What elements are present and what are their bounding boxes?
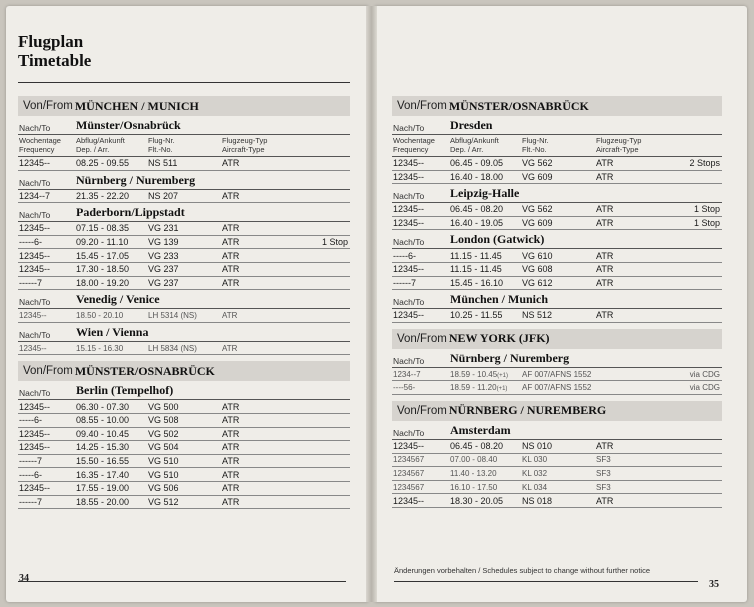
left-footer-rule xyxy=(18,581,346,582)
destination-header xyxy=(392,351,722,368)
time-cell xyxy=(450,469,522,478)
flight-number-cell: VG 139 xyxy=(148,237,179,248)
column-header-line: Flug-Nr. xyxy=(522,136,549,145)
frequency-cell: ------7 xyxy=(393,277,416,288)
time-value: 18.55 - 20.00 xyxy=(76,496,130,507)
flight-number-cell: VG 237 xyxy=(148,277,179,288)
time-cell xyxy=(76,483,148,493)
column-header-line: Flt.-No. xyxy=(522,145,547,154)
aircraft-type-cell: ATR xyxy=(222,401,240,412)
column-header-line: Flugzeug-Typ xyxy=(222,136,268,145)
column-header-line: Flt.-No. xyxy=(148,145,173,154)
nachto-label: Nach/To xyxy=(393,237,425,248)
flight-number-cell: VG 609 xyxy=(522,218,553,229)
note-cell: 1 Stop xyxy=(693,218,720,229)
nachto-label: Nach/To xyxy=(393,191,425,202)
table-row xyxy=(18,309,350,323)
time-value: 06.45 - 08.20 xyxy=(450,441,504,452)
time-cell xyxy=(76,456,148,466)
aircraft-type-cell: ATR xyxy=(222,343,238,353)
aircraft-type-cell: ATR xyxy=(596,158,614,169)
table-row xyxy=(18,414,350,428)
table-row xyxy=(18,236,350,250)
column-header-line: Abflug/Ankunft xyxy=(450,136,499,145)
note-cell: 1 Stop xyxy=(693,204,720,215)
time-cell xyxy=(76,251,148,261)
nachto-label: Nach/To xyxy=(19,297,51,308)
note-cell: 1 Stop xyxy=(321,237,348,248)
frequency-cell: -----6- xyxy=(19,237,42,248)
table-row xyxy=(392,494,722,508)
nachto-label: Nach/To xyxy=(393,355,425,366)
flight-number-cell: KL 030 xyxy=(522,455,548,465)
time-cell xyxy=(450,218,522,228)
time-cell xyxy=(76,415,148,425)
note-cell: via CDG xyxy=(689,383,720,393)
aircraft-type-cell: ATR xyxy=(596,171,614,182)
frequency-cell: 1234--7 xyxy=(393,369,421,379)
column-header-flt xyxy=(522,136,596,154)
next-day-marker: (+1) xyxy=(497,372,508,379)
section-origin: MÜNSTER/OSNABRÜCK xyxy=(448,98,589,113)
aircraft-type-cell: ATR xyxy=(222,237,240,248)
frequency-cell: 12345-- xyxy=(19,223,51,234)
time-cell xyxy=(450,441,522,451)
time-value: 08.55 - 10.00 xyxy=(76,415,130,426)
time-value: 18.00 - 19.20 xyxy=(76,277,130,288)
table-row xyxy=(18,190,350,204)
time-cell xyxy=(76,223,148,233)
nachto-label: Nach/To xyxy=(19,210,51,221)
time-cell xyxy=(450,204,522,214)
time-value: 11.15 - 11.45 xyxy=(450,250,502,261)
flight-number-cell: NS 018 xyxy=(522,495,553,506)
frequency-cell: 12345-- xyxy=(19,428,51,439)
destination-header xyxy=(18,325,350,342)
table-row xyxy=(18,249,350,263)
time-cell xyxy=(76,278,148,288)
nachto-label: Nach/To xyxy=(19,123,51,133)
column-header-line: Abflug/Ankunft xyxy=(76,136,125,145)
aircraft-type-cell: ATR xyxy=(596,310,614,321)
time-cell xyxy=(450,370,522,379)
section-vonfrom-label: Von/From xyxy=(397,332,447,345)
destination-name: Münster/Osnabrück xyxy=(76,118,181,132)
frequency-cell: 12345-- xyxy=(393,441,425,452)
frequency-cell: 1234567 xyxy=(393,455,425,465)
table-row xyxy=(392,381,722,395)
flight-number-cell: VG 510 xyxy=(148,469,179,480)
aircraft-type-cell: ATR xyxy=(222,428,240,439)
table-row xyxy=(18,400,350,414)
frequency-cell: 12345-- xyxy=(19,250,51,261)
time-value: 06.30 - 07.30 xyxy=(76,401,130,412)
time-cell xyxy=(450,278,522,288)
nachto-label: Nach/To xyxy=(19,388,51,399)
aircraft-type-cell: ATR xyxy=(222,456,240,467)
flight-number-cell: AF 007/AFNS 1552 xyxy=(522,383,592,393)
right-timetable xyxy=(392,90,722,508)
time-cell xyxy=(76,429,148,439)
time-cell xyxy=(76,402,148,412)
aircraft-type-cell: ATR xyxy=(596,277,614,288)
table-row xyxy=(392,217,722,231)
frequency-cell: -----6- xyxy=(19,415,42,426)
destination-name: Berlin (Tempelhof) xyxy=(76,383,174,398)
column-header-line: Frequency xyxy=(19,145,55,154)
aircraft-type-cell: ATR xyxy=(222,264,240,275)
section-header xyxy=(392,401,722,421)
section-header xyxy=(392,329,722,349)
column-header-flt xyxy=(148,136,222,154)
footnote: Änderungen vorbehalten / Schedules subject to change without further notice xyxy=(394,566,651,575)
destination-name: Venedig / Venice xyxy=(76,292,160,307)
time-cell xyxy=(76,470,148,480)
section-origin: NÜRNBERG / NUREMBERG xyxy=(448,403,607,418)
aircraft-type-cell: ATR xyxy=(222,277,240,288)
table-row xyxy=(18,263,350,277)
book-gutter xyxy=(366,6,377,602)
aircraft-type-cell: SF3 xyxy=(596,468,611,478)
time-value: 06.45 - 08.20 xyxy=(450,204,504,215)
page-number-right: 35 xyxy=(709,579,719,590)
aircraft-type-cell: ATR xyxy=(222,223,240,234)
section-vonfrom-label: Von/From xyxy=(397,404,447,417)
note-cell: 2 Stops xyxy=(689,158,720,169)
time-value: 16.10 - 17.50 xyxy=(450,482,498,492)
flight-number-cell: VG 237 xyxy=(148,264,179,275)
nachto-label: Nach/To xyxy=(19,329,51,340)
time-value: 18.59 - 11.20 xyxy=(450,383,497,393)
flight-number-cell: LH 5314 (NS) xyxy=(148,310,197,320)
frequency-cell: 12345-- xyxy=(19,343,47,353)
frequency-cell: ------7 xyxy=(19,496,42,507)
column-header-line: Wochentage xyxy=(393,136,435,145)
time-value: 10.25 - 11.55 xyxy=(450,310,503,321)
destination-name: München / Munich xyxy=(450,292,549,307)
time-value: 15.50 - 16.55 xyxy=(76,456,130,467)
time-value: 07.15 - 08.35 xyxy=(76,223,130,234)
time-value: 18.59 - 10.45 xyxy=(450,369,498,379)
nachto-label: Nach/To xyxy=(393,123,425,133)
flight-number-cell: VG 608 xyxy=(522,264,553,275)
aircraft-type-cell: ATR xyxy=(222,469,240,480)
aircraft-type-cell: ATR xyxy=(596,218,614,229)
frequency-cell: 1234--7 xyxy=(19,190,51,201)
table-row xyxy=(392,368,722,382)
column-header-line: Dep. / Arr. xyxy=(450,145,484,154)
time-cell xyxy=(76,497,148,507)
table-row xyxy=(392,309,722,323)
title-line-2: Timetable xyxy=(18,51,92,70)
frequency-cell: 12345-- xyxy=(393,495,425,506)
time-value: 18.50 - 20.10 xyxy=(76,310,124,320)
destination-name: Dresden xyxy=(450,118,493,132)
time-value: 18.30 - 20.05 xyxy=(450,495,504,506)
time-value: 21.35 - 22.20 xyxy=(76,190,130,201)
page-number-left: 34 xyxy=(19,573,29,584)
time-value: 16.40 - 19.05 xyxy=(450,218,504,229)
section-origin: NEW YORK (JFK) xyxy=(448,331,550,346)
time-cell xyxy=(450,455,522,464)
section-vonfrom-label: Von/From xyxy=(23,100,73,112)
column-headers xyxy=(18,135,350,157)
aircraft-type-cell: SF3 xyxy=(596,455,611,465)
frequency-cell: 12345-- xyxy=(19,401,51,412)
time-cell xyxy=(76,311,148,320)
destination-name: Nürnberg / Nuremberg xyxy=(76,172,196,187)
time-value: 15.45 - 16.10 xyxy=(450,277,504,288)
aircraft-type-cell: SF3 xyxy=(596,482,611,492)
table-row xyxy=(392,467,722,481)
column-headers xyxy=(392,135,722,157)
time-cell xyxy=(450,496,522,506)
flight-number-cell: KL 032 xyxy=(522,468,548,478)
time-value: 15.15 - 16.30 xyxy=(76,343,124,353)
column-header-ac xyxy=(596,136,686,154)
flight-number-cell: VG 562 xyxy=(522,158,553,169)
section-header xyxy=(18,361,350,381)
time-cell xyxy=(450,483,522,492)
frequency-cell: ------7 xyxy=(19,456,42,467)
table-row xyxy=(392,249,722,263)
time-value: 08.25 - 09.55 xyxy=(76,158,130,169)
flight-number-cell: NS 511 xyxy=(148,158,178,169)
frequency-cell: -----6- xyxy=(19,469,42,480)
aircraft-type-cell: ATR xyxy=(222,415,240,426)
title-rule xyxy=(18,82,350,83)
flight-number-cell: VG 502 xyxy=(148,428,179,439)
flight-number-cell: VG 506 xyxy=(148,483,179,494)
flight-number-cell: VG 512 xyxy=(148,496,179,507)
time-value: 14.25 - 15.30 xyxy=(76,442,130,453)
column-header-ac xyxy=(222,136,312,154)
aircraft-type-cell: ATR xyxy=(222,190,240,201)
column-header-line: Aircraft-Type xyxy=(596,145,639,154)
next-day-marker: (+1) xyxy=(496,386,508,393)
aircraft-type-cell: ATR xyxy=(222,483,240,494)
aircraft-type-cell: ATR xyxy=(222,250,240,261)
table-row xyxy=(392,203,722,217)
time-value: 15.45 - 17.05 xyxy=(76,250,130,261)
flight-number-cell: VG 612 xyxy=(522,277,553,288)
frequency-cell: 12345-- xyxy=(393,158,425,169)
section-vonfrom-label: Von/From xyxy=(397,100,447,112)
flight-number-cell: LH 5834 (NS) xyxy=(148,343,197,353)
table-row xyxy=(18,455,350,469)
table-row xyxy=(392,481,722,495)
note-cell: via CDG xyxy=(689,369,720,379)
time-cell xyxy=(76,237,148,247)
destination-header xyxy=(392,292,722,309)
table-row xyxy=(18,482,350,496)
destination-name: Leipzig-Halle xyxy=(450,186,520,201)
frequency-cell: ------7 xyxy=(19,277,42,288)
time-value: 16.40 - 18.00 xyxy=(450,171,504,182)
frequency-cell: 12345-- xyxy=(19,264,51,275)
frequency-cell: 1234567 xyxy=(393,468,425,478)
flight-number-cell: AF 007/AFNS 1552 xyxy=(522,369,592,379)
frequency-cell: 12345-- xyxy=(393,171,425,182)
destination-header xyxy=(392,118,722,135)
nachto-label: Nach/To xyxy=(393,427,425,438)
time-cell xyxy=(76,191,148,201)
time-cell xyxy=(450,158,522,168)
flight-number-cell: KL 034 xyxy=(522,482,548,492)
table-row xyxy=(392,263,722,277)
table-row xyxy=(18,157,350,171)
time-value: 09.40 - 10.45 xyxy=(76,428,130,439)
frequency-cell: 12345-- xyxy=(393,204,425,215)
time-cell xyxy=(450,264,522,274)
page-title xyxy=(18,32,91,70)
time-value: 07.00 - 08.40 xyxy=(450,455,498,465)
frequency-cell: -----6- xyxy=(393,250,416,261)
destination-name: Amsterdam xyxy=(450,422,511,437)
table-row xyxy=(18,468,350,482)
time-cell xyxy=(76,442,148,452)
destination-header xyxy=(18,383,350,400)
flight-number-cell: VG 508 xyxy=(148,415,179,426)
section-header xyxy=(392,96,722,116)
time-cell xyxy=(450,172,522,182)
aircraft-type-cell: ATR xyxy=(222,442,240,453)
destination-header xyxy=(392,423,722,440)
time-value: 06.45 - 09.05 xyxy=(450,158,504,169)
time-cell xyxy=(450,310,522,320)
column-header-time xyxy=(76,136,148,154)
title-line-1: Flugplan xyxy=(18,32,84,51)
frequency-cell: 12345-- xyxy=(393,264,425,275)
frequency-cell: ----56- xyxy=(393,383,416,393)
column-header-freq xyxy=(392,136,450,154)
time-value: 11.15 - 11.45 xyxy=(450,264,502,275)
frequency-cell: 12345-- xyxy=(19,158,51,169)
flight-number-cell: VG 231 xyxy=(148,223,179,234)
table-row xyxy=(18,496,350,510)
table-row xyxy=(392,454,722,468)
aircraft-type-cell: ATR xyxy=(596,204,614,215)
table-row xyxy=(392,171,722,185)
column-header-freq xyxy=(18,136,76,154)
table-row xyxy=(18,277,350,291)
time-cell xyxy=(76,264,148,274)
table-row xyxy=(392,277,722,291)
column-header-line: Dep. / Arr. xyxy=(76,145,110,154)
aircraft-type-cell: ATR xyxy=(222,158,240,169)
aircraft-type-cell: ATR xyxy=(222,310,238,320)
destination-header xyxy=(392,186,722,203)
time-cell xyxy=(450,251,522,261)
column-header-line: Flug-Nr. xyxy=(148,136,175,145)
table-row xyxy=(392,157,722,171)
left-timetable xyxy=(18,90,350,509)
table-row xyxy=(18,342,350,356)
aircraft-type-cell: ATR xyxy=(596,250,614,261)
aircraft-type-cell: ATR xyxy=(596,495,614,506)
flight-number-cell: VG 609 xyxy=(522,171,553,182)
flight-number-cell: VG 233 xyxy=(148,250,179,261)
column-header-line: Flugzeug-Typ xyxy=(596,136,642,145)
table-row xyxy=(392,440,722,454)
time-value: 16.35 - 17.40 xyxy=(76,469,130,480)
time-value: 17.55 - 19.00 xyxy=(76,483,130,494)
column-header-line: Wochentage xyxy=(19,136,61,145)
flight-number-cell: NS 512 xyxy=(522,310,553,321)
destination-header xyxy=(18,173,350,190)
frequency-cell: 12345-- xyxy=(393,310,425,321)
destination-name: London (Gatwick) xyxy=(450,232,545,247)
time-value: 11.40 - 13.20 xyxy=(450,468,497,478)
section-vonfrom-label: Von/From xyxy=(23,365,73,378)
frequency-cell: 12345-- xyxy=(19,310,47,320)
column-header-line: Aircraft-Type xyxy=(222,145,265,154)
aircraft-type-cell: ATR xyxy=(596,264,614,275)
time-cell xyxy=(450,383,522,392)
frequency-cell: 12345-- xyxy=(19,442,51,453)
destination-name: Nürnberg / Nuremberg xyxy=(450,350,570,365)
time-cell xyxy=(76,158,148,168)
destination-header xyxy=(18,118,350,135)
column-header-time xyxy=(450,136,522,154)
aircraft-type-cell: ATR xyxy=(222,496,240,507)
section-origin: MÜNSTER/OSNABRÜCK xyxy=(74,363,215,378)
frequency-cell: 1234567 xyxy=(393,482,425,492)
frequency-cell: 12345-- xyxy=(19,483,51,494)
aircraft-type-cell: ATR xyxy=(596,441,614,452)
section-origin: MÜNCHEN / MUNICH xyxy=(74,98,199,113)
flight-number-cell: NS 207 xyxy=(148,190,179,201)
nachto-label: Nach/To xyxy=(393,297,425,308)
time-value: 17.30 - 18.50 xyxy=(76,264,130,275)
time-value: 09.20 - 11.10 xyxy=(76,237,129,248)
destination-header xyxy=(18,205,350,222)
column-header-line: Frequency xyxy=(393,145,429,154)
destination-header xyxy=(18,292,350,309)
flight-number-cell: VG 610 xyxy=(522,250,553,261)
destination-name: Paderborn/Lippstadt xyxy=(76,205,185,220)
flight-number-cell: VG 500 xyxy=(148,401,179,412)
section-header xyxy=(18,96,350,116)
flight-number-cell: VG 562 xyxy=(522,204,553,215)
time-cell xyxy=(76,344,148,353)
table-row xyxy=(18,222,350,236)
nachto-label: Nach/To xyxy=(19,177,51,188)
destination-name: Wien / Vienna xyxy=(76,324,149,339)
right-footer-rule xyxy=(394,581,698,582)
flight-number-cell: NS 010 xyxy=(522,441,553,452)
table-row xyxy=(18,428,350,442)
flight-number-cell: VG 510 xyxy=(148,456,179,467)
flight-number-cell: VG 504 xyxy=(148,442,179,453)
destination-header xyxy=(392,232,722,249)
frequency-cell: 12345-- xyxy=(393,218,425,229)
table-row xyxy=(18,441,350,455)
